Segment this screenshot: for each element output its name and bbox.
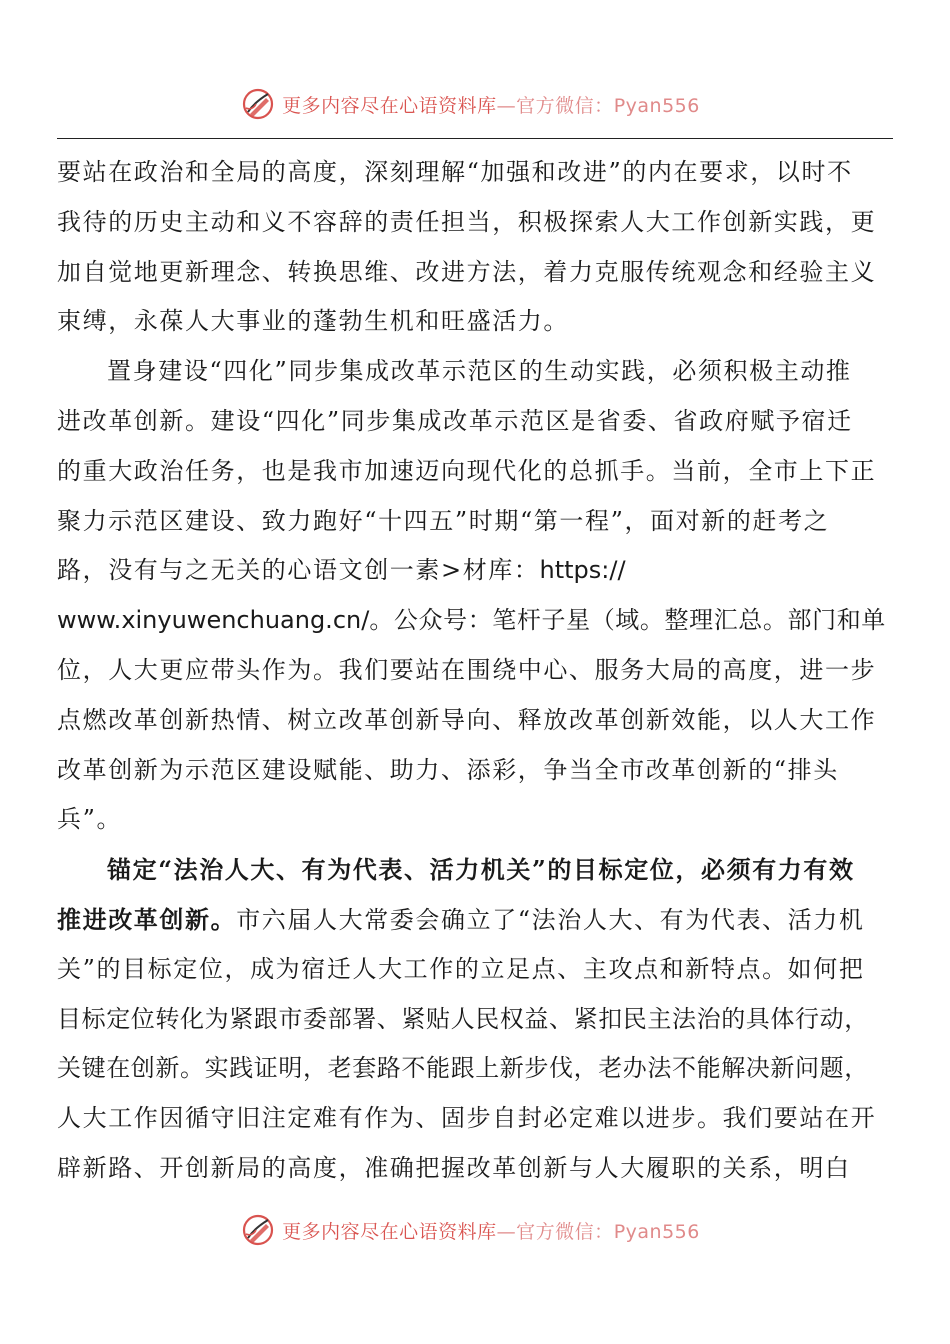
text-line: 置身建设“四化”同步集成改革示范区的生动实践，必须积极主动推: [107, 357, 852, 386]
text-line: 目标定位转化为紧跟市委部署、紧贴人民权益、紧扣民主法治的具体行动，: [57, 1004, 869, 1033]
header-banner-label: 官方微信：: [516, 94, 614, 117]
header-banner-sep: —: [496, 94, 517, 117]
text-span: 。公众号：笔杆子星（域。整理汇总。部门和单: [369, 606, 886, 635]
footer-banner-main: 更多内容尽在心语资料库: [282, 1220, 497, 1243]
text-line: [57, 546, 877, 596]
footer-banner-sep: —: [496, 1220, 517, 1243]
text-line: [57, 596, 886, 646]
text-line: 兵”。: [57, 805, 123, 834]
text-line: 要站在政治和全局的高度，深刻理解“加强和改进”的内在要求，以时不: [57, 158, 853, 186]
text-line: 改革创新为示范区建设赋能、助力、添彩，争当全市改革创新的“排头: [57, 755, 839, 784]
text-line: 关键在创新。实践证明，老套路不能跟上新步伐，老办法不能解决新问题，: [57, 1054, 869, 1083]
text-line: 位，人大更应带头作为。我们要站在围绕中心、服务大局的高度，进一步: [57, 655, 877, 684]
bold-heading-tail: 推进改革创新。: [57, 904, 237, 934]
text-line: 进改革创新。建设“四化”同步集成改革示范区是省委、省政府赋予宿迁: [57, 406, 853, 435]
text-line: 聚力示范区建设、致力跑好“十四五”时期“第一程”，面对新的赶考之: [57, 506, 830, 535]
url-part-2[interactable]: www.xinyuwenchuang.cn/: [57, 606, 370, 635]
text-line: 关”的目标定位，成为宿迁人大工作的立足点、主攻点和新特点。如何把: [57, 954, 865, 983]
text-line: [57, 895, 877, 945]
document-body: [57, 148, 886, 1194]
header-banner-inner: [240, 86, 700, 122]
header-banner-wechat: Pyan556: [613, 94, 700, 117]
header-banner: [0, 82, 950, 126]
bold-heading-line: 锚定“法治人大、有为代表、活力机关”的目标定位，必须有力有效: [107, 855, 855, 885]
text-line: 点燃改革创新热情、树立改革创新导向、释放改革创新效能，以人大工作: [57, 705, 877, 734]
text-line: 我待的历史主动和义不容辞的责任担当，积极探索人大工作创新实践，更: [57, 207, 877, 236]
footer-banner: [0, 1208, 950, 1252]
text-span: 路，没有与之无关的心语文创一素>材库：: [57, 556, 540, 585]
header-banner-main: 更多内容尽在心语资料库: [282, 94, 497, 117]
text-line: 的重大政治任务，也是我市加速迈向现代化的总抓手。当前，全市上下正: [57, 456, 877, 485]
footer-banner-inner: [240, 1212, 700, 1248]
text-line: 束缚，永葆人大事业的蓬勃生机和旺盛活力。: [57, 307, 569, 336]
footer-banner-wechat: Pyan556: [613, 1220, 700, 1243]
header-banner-text: [282, 91, 700, 118]
footer-banner-label: 官方微信：: [516, 1220, 614, 1243]
text-line: 人大工作因循守旧注定难有作为、固步自封必定难以进步。我们要站在开: [57, 1104, 877, 1133]
url-part-1[interactable]: https://: [539, 556, 626, 585]
header-divider: [57, 138, 893, 139]
pen-circle-logo-icon: [240, 1212, 276, 1248]
text-span: 市六届人大常委会确立了“法治人大、有为代表、活力机: [236, 905, 865, 934]
text-line: 辟新路、开创新局的高度，准确把握改革创新与人大履职的关系，明白: [57, 1153, 851, 1182]
footer-banner-text: [282, 1217, 700, 1244]
pen-circle-logo-icon: [240, 86, 276, 122]
text-line: 加自觉地更新理念、转换思维、改进方法，着力克服传统观念和经验主义: [57, 257, 877, 286]
